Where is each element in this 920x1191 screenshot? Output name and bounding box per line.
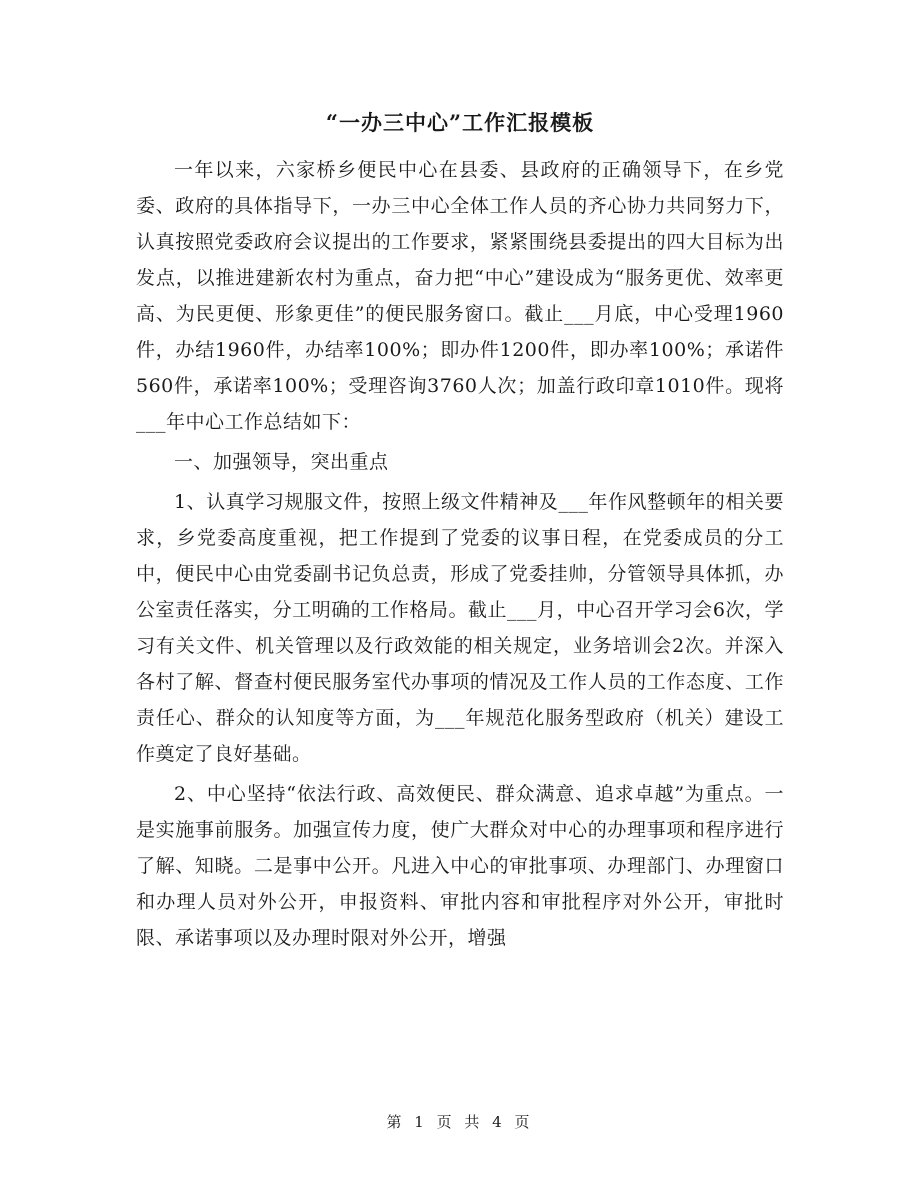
- paragraph-intro: 一年以来，六家桥乡便民中心在县委、县政府的正确领导下，在乡党委、政府的具体指导下，一办三中心全体工作人员的齐心协力共同努力下，认真按照党委政府会议提出的工作要求，紧紧围绕县委提出的四大目标为出发点，以推进建新农村为重点，奋力把“中心”建设成为“服务更优、效率更高、为民更便、形象更佳”的便民服务窗口。截止___月底，中心受理1960件，办结1960件，办结率100%；即办件1200件，即办率100%；承诺件560件，承诺率100%；受理咨询3760人次；加盖行政印章1010件。现将___年中心工作总结如下：: [136, 159, 784, 433]
- document-title: “一办三中心”工作汇报模板: [325, 110, 595, 135]
- document-body: [136, 152, 784, 956]
- section-heading-1: 一、加强领导，突出重点: [174, 451, 389, 473]
- paragraph-item-2: 2、中心坚持“依法行政、高效便民、群众满意、追求卓越”为重点。一是实施事前服务。加强宣传力度，使广大群众对中心的办理事项和程序进行了解、知晓。二是事中公开。凡进入中心的审批事项、办理部门、办理窗口和办理人员对外公开，申报资料、审批内容和审批程序对外公开，审批时限、承诺事项以及办理时限对外公开，增强: [136, 783, 784, 949]
- page-footer: 第 1 页 共 4 页: [386, 1113, 534, 1131]
- paragraph-item-1: 1、认真学习规服文件，按照上级文件精神及___年作风整顿年的相关要求，乡党委高度重视，把工作提到了党委的议事日程，在党委成员的分工中，便民中心由党委副书记负总责，形成了党委挂帅，分管领导具体抓，办公室责任落实，分工明确的工作格局。截止___月，中心召开学习会6次，学习有关文件、机关管理以及行政效能的相关规定，业务培训会2次。并深入各村了解、督查村便民服务室代办事项的情况及工作人员的工作态度、工作责任心、群众的认知度等方面，为___年规范化服务型政府（机关）建设工作奠定了良好基础。: [136, 491, 784, 765]
